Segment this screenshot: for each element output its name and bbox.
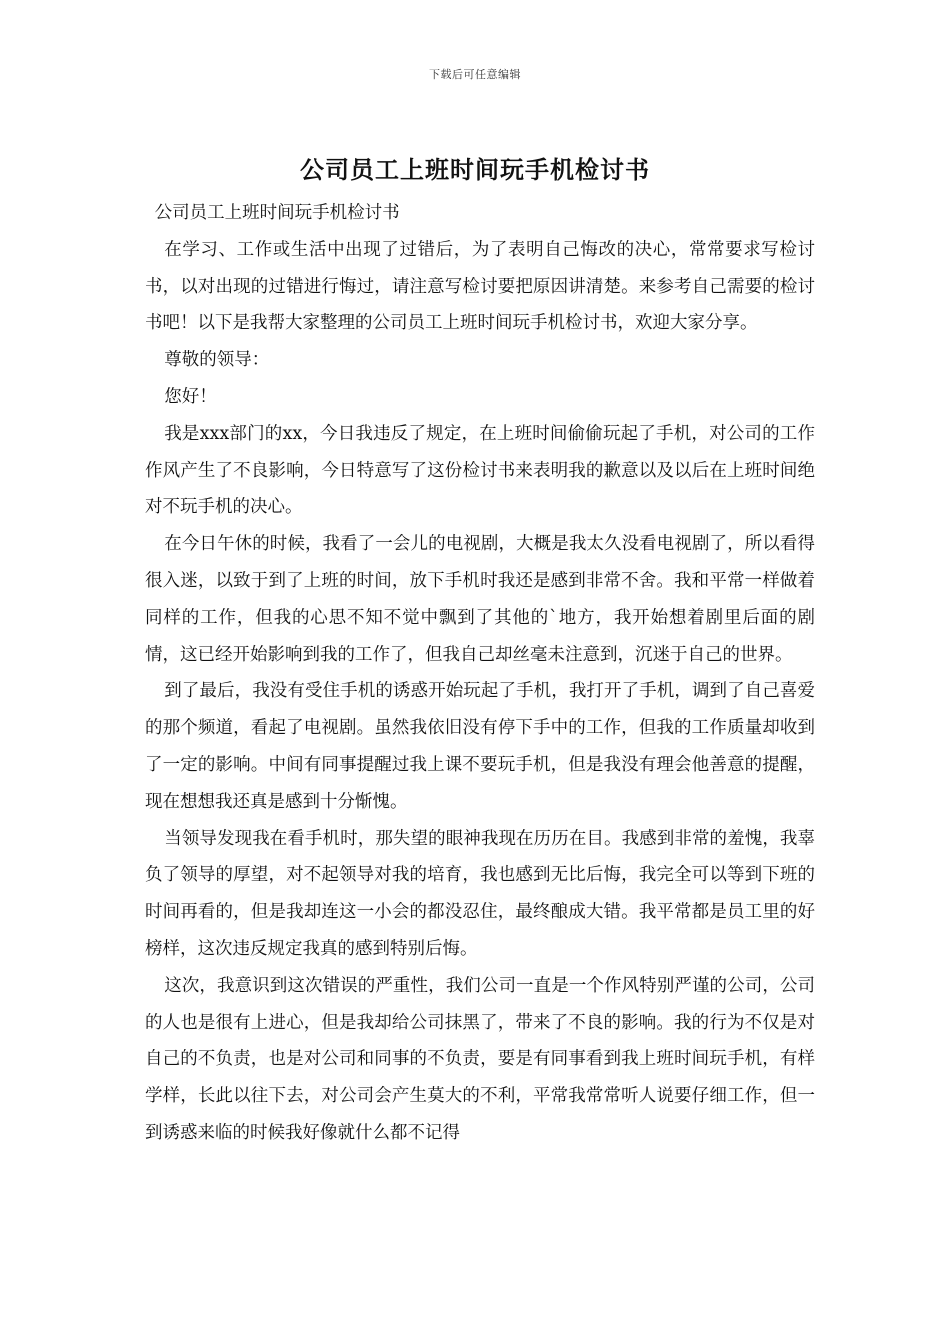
header-note: 下载后可任意编辑 [429, 68, 521, 81]
document-title: 公司员工上班时间玩手机检讨书 [300, 155, 650, 184]
body-paragraph: 我是xxx部门的xx，今日我违反了规定，在上班时间偷偷玩起了手机，对公司的工作作风产生了不良影响，今日特意写了这份检讨书来表明我的歉意以及以后在上班时间绝对不玩手机的决心。 [145, 423, 815, 518]
body-paragraph: 在今日午休的时候，我看了一会儿的电视剧，大概是我太久没看电视剧了，所以看得很入迷，以致于到了上班的时间，放下手机时我还是感到非常不舍。我和平常一样做着同样的工作，但我的心思不知不觉中飘到了其他的`地方，我开始想着剧里后面的剧情，这已经开始影响到我的工作了，但我自己却丝毫未注意到，沉迷于自己的世界。 [145, 534, 815, 665]
body-paragraph: 到了最后，我没有受住手机的诱惑开始玩起了手机，我打开了手机，调到了自己喜爱的那个频道，看起了电视剧。虽然我依旧没有停下手中的工作，但我的工作质量却收到了一定的影响。中间有同事提醒过我上课不要玩手机，但是我没有理会他善意的提醒，现在想想我还真是感到十分惭愧。 [145, 681, 815, 812]
document-body [145, 195, 815, 1152]
greeting: 您好！ [164, 386, 217, 407]
intro-paragraph: 在学习、工作或生活中出现了过错后，为了表明自己悔改的决心，常常要求写检讨书，以对出现的过错进行悔过，请注意写检讨要把原因讲清楚。来参考自己需要的检讨书吧！以下是我帮大家整理的公司员工上班时间玩手机检讨书，欢迎大家分享。 [145, 239, 815, 334]
body-paragraph: 当领导发现我在看手机时，那失望的眼神我现在历历在目。我感到非常的羞愧，我辜负了领导的厚望，对不起领导对我的培育，我也感到无比后悔，我完全可以等到下班的时间再看的，但是我却连这一小会的都没忍住，最终酿成大错。我平常都是员工里的好榜样，这次违反规定我真的感到特别后悔。 [145, 828, 815, 959]
body-paragraph: 这次，我意识到这次错误的严重性，我们公司一直是一个作风特别严谨的公司，公司的人也是很有上进心，但是我却给公司抹黑了，带来了不良的影响。我的行为不仅是对自己的不负责，也是对公司和同事的不负责，要是有同事看到我上班时间玩手机，有样学样，长此以往下去，对公司会产生莫大的不利，平常我常常听人说要仔细工作，但一到诱惑来临的时候我好像就什么都不记得 [145, 975, 815, 1143]
subtitle-paragraph: 公司员工上班时间玩手机检讨书 [154, 203, 400, 223]
salutation: 尊敬的领导： [164, 350, 270, 371]
